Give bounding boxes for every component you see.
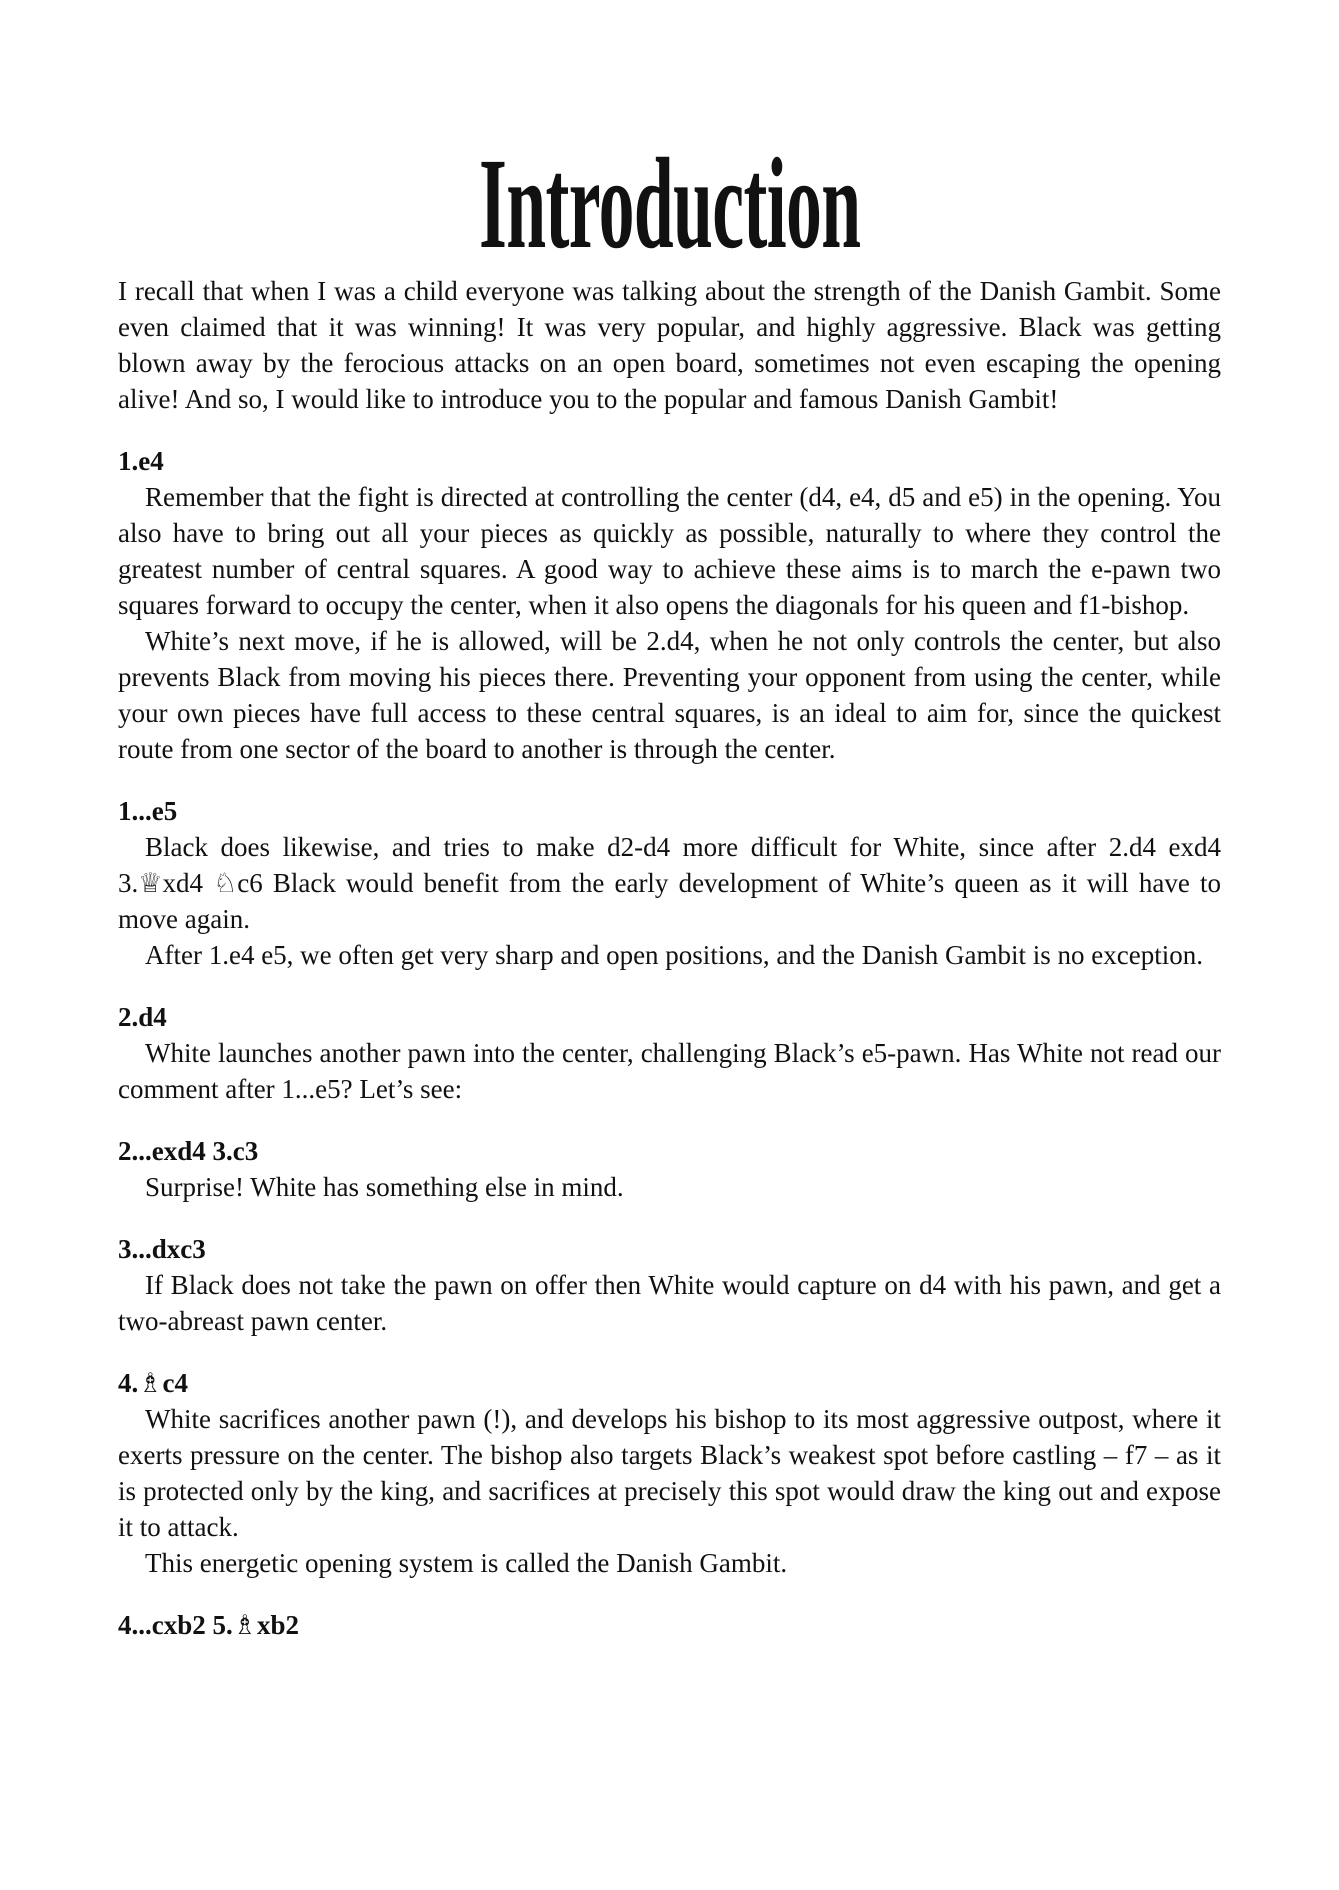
body-paragraph: After 1.e4 e5, we often get very sharp and open positions, and the Danish Gambit is no exception.: [145, 940, 1203, 970]
move-heading-2d4: 2.d4: [118, 1002, 167, 1032]
body-paragraph: White sacrifices another pawn (!), and develops his bishop to its most aggressive outpost, where it exerts pressure on the center. The bishop also targets Black’s weakest spot before castling – f7 – as it is protected only by the king, and sacrifices at precisely this spot would draw the king out and expose it to attack.: [118, 1404, 1221, 1542]
body-paragraph: Remember that the fight is directed at controlling the center (d4, e4, d5 and e5) in the opening. You also have to bring out all your pieces as quickly as possible, naturally to where they control the greatest number of central squares. A good way to achieve these aims is to march the e-pawn two squares forward to occupy the center, when it also opens the diagonals for his queen and f1-bishop.: [118, 482, 1221, 620]
move-heading-4cxb2-5bxb2: 4...cxb2 5.♗xb2: [118, 1610, 299, 1640]
move-heading-3dxc3: 3...dxc3: [118, 1234, 206, 1264]
body-paragraph: White launches another pawn into the center, challenging Black’s e5-pawn. Has White not read our comment after 1...e5? Let’s see:: [118, 1038, 1221, 1104]
body-paragraph: Surprise! White has something else in mind.: [145, 1172, 624, 1202]
body-paragraph: This energetic opening system is called the Danish Gambit.: [145, 1548, 788, 1578]
move-heading-4bc4: 4.♗c4: [118, 1368, 188, 1398]
move-heading-2exd4-3c3: 2...exd4 3.c3: [118, 1136, 259, 1166]
body-paragraph: Black does likewise, and tries to make d2-d4 more difficult for White, since after 2.d4 exd4 3.♕xd4 ♘c6 Black would benefit from the early development of White’s queen as it will have to move again.: [118, 832, 1221, 934]
move-heading-1e4: 1.e4: [118, 446, 164, 476]
page-title-text: Introduction: [478, 132, 861, 276]
body-paragraph: If Black does not take the pawn on offer then White would capture on d4 with his pawn, and get a two-abreast pawn center.: [118, 1270, 1221, 1336]
body-paragraph: White’s next move, if he is allowed, will be 2.d4, when he not only controls the center, but also prevents Black from moving his pieces there. Preventing your opponent from using the center, while your own pieces have full access to these central squares, is an ideal to aim for, since the quickest route from one sector of the board to another is through the center.: [118, 626, 1221, 764]
intro-paragraph: I recall that when I was a child everyone was talking about the strength of the Danish Gambit. Some even claimed that it was winning! It was very popular, and highly aggressive. Black was getting blown away by the ferocious attacks on an open board, sometimes not even escaping the opening alive! And so, I would like to introduce you to the popular and famous Danish Gambit!: [118, 276, 1221, 414]
move-heading-1e5: 1...e5: [118, 796, 178, 826]
